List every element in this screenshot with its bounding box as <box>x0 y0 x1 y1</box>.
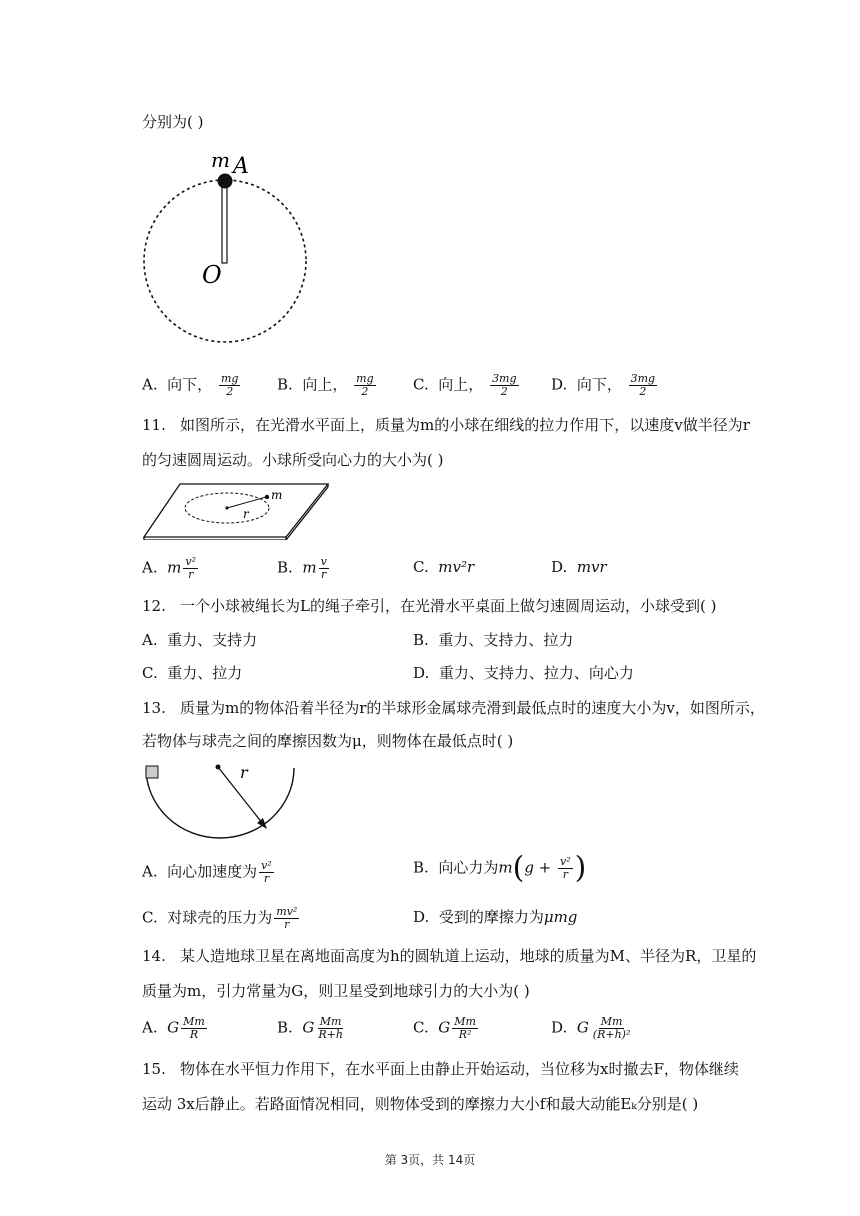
stem-text: 质量为m的物体沿着半径为r的半球形金属球壳滑到最低点时的速度大小为v，如图所示， <box>180 699 765 717</box>
expr-prefix: G <box>438 1018 451 1037</box>
frac-num: 3mg <box>492 372 517 385</box>
frac-den: r <box>321 568 327 581</box>
frac-den: 2 <box>361 385 369 398</box>
q12-option-a[interactable] <box>142 629 257 651</box>
question-number: 13. <box>142 699 166 717</box>
q14-option-d[interactable] <box>551 1016 634 1041</box>
fraction <box>558 856 573 881</box>
q12-option-d[interactable] <box>413 662 634 684</box>
option-text: 向心加速度为 <box>167 862 258 881</box>
fraction <box>259 860 274 885</box>
option-letter: D. <box>413 908 430 926</box>
q10-option-d[interactable] <box>551 373 659 398</box>
option-expr: μmg <box>543 908 578 926</box>
q12-option-c[interactable] <box>142 662 242 684</box>
stem-text: 如图所示，在光滑水平面上，质量为m的小球在细线的拉力作用下，以速度v做半径为r <box>180 416 750 434</box>
frac-num: 3mg <box>630 372 656 385</box>
frac-num: mv² <box>276 905 298 918</box>
fraction <box>490 373 518 398</box>
option-text: 重力、拉力 <box>167 664 243 682</box>
frac-den: R² <box>458 1028 472 1041</box>
q15-stem-line2: 运动 3x后静止。若路面情况相同，则物体受到的摩擦力大小f和最大动能Eₖ分别是( ) <box>142 1095 699 1113</box>
q12-option-b[interactable] <box>413 629 573 651</box>
question-number: 11. <box>142 416 166 434</box>
q13-option-b[interactable]: B. 向心力为m(g + $\frac{\text{v²}}{r}$ ) <box>413 850 587 886</box>
option-letter: B. <box>413 631 429 649</box>
fraction <box>319 556 329 581</box>
option-text: 向心力为 <box>438 858 499 877</box>
option-text: 受到的摩擦力为 <box>438 908 544 926</box>
frac-den: 2 <box>639 385 647 398</box>
fraction <box>316 1016 345 1041</box>
expr-prefix: m <box>167 558 182 577</box>
q11-label-r: r <box>243 507 249 521</box>
frac-num: Mm <box>183 1015 205 1028</box>
q11-stem-line2: 的匀速圆周运动。小球所受向心力的大小为( ) <box>142 451 444 469</box>
option-letter: C. <box>142 908 158 927</box>
fraction <box>452 1016 478 1041</box>
q13-option-a[interactable] <box>142 860 276 885</box>
frac-num: Mm <box>600 1015 623 1028</box>
fraction <box>274 906 299 931</box>
frac-den: (R+h)² <box>592 1028 631 1041</box>
fraction <box>629 373 657 398</box>
expr-prefix: m <box>302 558 317 577</box>
option-text: 向上， <box>438 375 484 394</box>
q10-label-m: m <box>211 148 230 172</box>
q14-stem-line2: 质量为m，引力常量为G，则卫星受到地球引力的大小为( ) <box>142 982 530 1000</box>
frac-den: 2 <box>226 385 234 398</box>
q10-option-b[interactable] <box>277 373 378 398</box>
stem-text: 某人造地球卫星在离地面高度为h的圆轨道上运动，地球的质量为M、半径为R，卫星的 <box>180 947 757 965</box>
option-text: 重力、支持力 <box>167 631 258 649</box>
option-letter: C. <box>413 375 429 394</box>
option-letter: A. <box>142 1018 158 1037</box>
q10-option-c[interactable] <box>413 373 521 398</box>
frac-num: Mm <box>319 1015 342 1028</box>
q11-label-m: m <box>271 488 283 502</box>
option-text: 向下， <box>167 375 213 394</box>
question-number: 12. <box>142 597 166 615</box>
q14-option-b[interactable] <box>277 1016 347 1041</box>
q13-option-d[interactable] <box>413 906 577 928</box>
q11-stem-line1 <box>142 415 750 435</box>
fraction <box>219 373 240 398</box>
fraction <box>591 1016 633 1041</box>
q13-stem-line1 <box>142 698 765 718</box>
option-letter: C. <box>413 1018 429 1037</box>
question-number: 15. <box>142 1060 166 1078</box>
frac-den: R+h <box>318 1028 343 1041</box>
q11-option-d[interactable] <box>551 556 607 578</box>
option-letter: B. <box>277 558 293 577</box>
option-letter: D. <box>551 1018 568 1037</box>
frac-num: v² <box>261 859 272 872</box>
frac-num: mg <box>220 372 239 385</box>
frac-den: R <box>189 1028 199 1041</box>
q14-stem-line1 <box>142 946 756 966</box>
option-letter: D. <box>551 558 568 576</box>
q10-tail-text: 分别为( ) <box>142 113 204 131</box>
option-letter: A. <box>142 558 158 577</box>
option-letter: A. <box>142 375 158 394</box>
q13-option-c[interactable] <box>142 906 301 931</box>
option-text: 重力、支持力、拉力、向心力 <box>438 664 634 682</box>
fraction <box>181 1016 207 1041</box>
q15-stem-line1 <box>142 1059 739 1079</box>
frac-den: r <box>263 872 270 885</box>
frac-num: Mm <box>454 1015 476 1028</box>
q10-option-a[interactable] <box>142 373 242 398</box>
option-text: 重力、支持力、拉力 <box>438 631 574 649</box>
expr-prefix: G <box>576 1018 589 1037</box>
frac-den: r <box>188 568 194 581</box>
page-footer: 第 3页，共 14页 <box>384 1153 476 1167</box>
q11-option-c[interactable] <box>413 556 474 578</box>
option-letter: B. <box>277 1018 293 1037</box>
fraction <box>354 373 375 398</box>
option-letter: A. <box>142 631 158 649</box>
option-letter: C. <box>413 558 429 576</box>
frac-num: v <box>320 555 327 568</box>
q11-figure <box>140 480 340 540</box>
option-expr: mv²r <box>438 558 475 576</box>
q14-option-c[interactable] <box>413 1016 480 1041</box>
q11-option-a[interactable] <box>142 556 200 581</box>
option-letter: B. <box>277 375 293 394</box>
expr-prefix: G <box>167 1018 180 1037</box>
q14-option-a[interactable] <box>142 1016 209 1041</box>
option-letter: C. <box>142 664 158 682</box>
q12-stem-line1 <box>142 596 716 616</box>
question-number: 14. <box>142 947 166 965</box>
stem-text: 一个小球被绳长为L的绳子牵引，在光滑水平桌面上做匀速圆周运动，小球受到( ) <box>180 597 717 615</box>
expr-prefix: m <box>498 858 513 877</box>
option-letter: D. <box>551 375 568 394</box>
frac-den: 2 <box>500 385 508 398</box>
q13-figure <box>140 760 305 842</box>
q10-label-a: A <box>233 154 249 179</box>
q13-label-r: r <box>240 763 248 782</box>
frac-num: mg <box>356 372 374 385</box>
expr-inner: g + <box>524 858 557 877</box>
fraction <box>183 556 198 581</box>
option-text: 对球壳的压力为 <box>167 908 273 927</box>
option-expr: mvr <box>576 558 607 576</box>
q11-option-b[interactable] <box>277 556 331 581</box>
frac-num: v² <box>560 855 571 868</box>
option-text: 向上， <box>302 375 348 394</box>
frac-den: r <box>284 918 290 931</box>
option-text: 向下， <box>576 375 622 394</box>
expr-prefix: G <box>302 1018 315 1037</box>
frac-den: r <box>562 868 568 881</box>
option-letter: A. <box>142 862 158 881</box>
option-letter: B. <box>413 858 429 877</box>
q10-label-o: O <box>202 261 222 289</box>
option-letter: D. <box>413 664 430 682</box>
stem-text: 物体在水平恒力作用下，在水平面上由静止开始运动，当位移为x时撤去F，物体继续 <box>180 1060 739 1078</box>
q10-figure <box>135 145 315 355</box>
frac-num: v² <box>185 555 197 568</box>
q13-stem-line2: 若物体与球壳之间的摩擦因数为μ，则物体在最低点时( ) <box>142 732 514 750</box>
